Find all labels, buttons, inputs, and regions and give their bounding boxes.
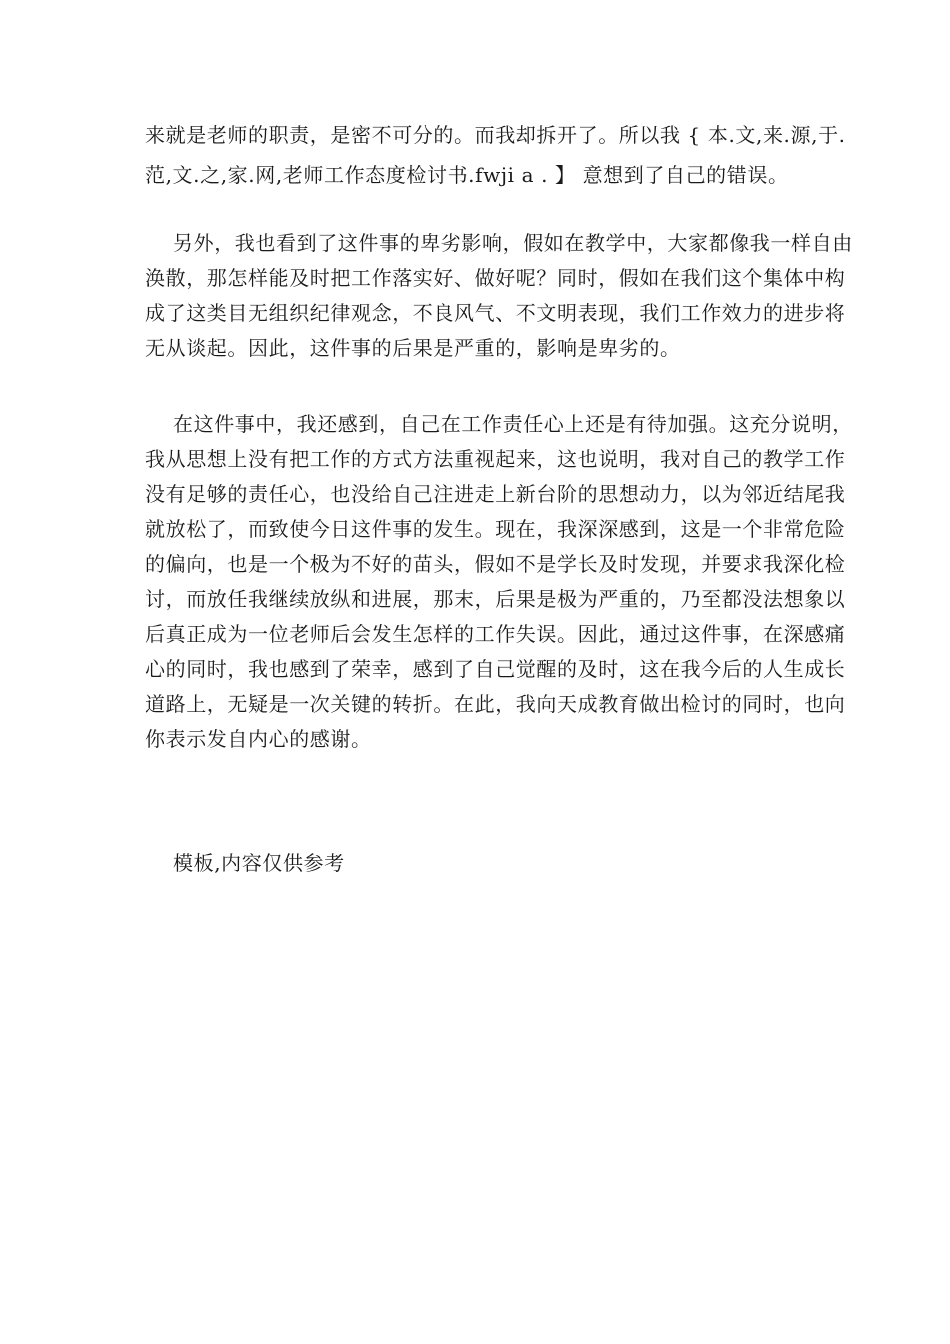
text-line: 心的同时，我也感到了荣幸，感到了自己觉醒的及时，这在我今后的人生成长	[145, 657, 846, 681]
text-line: 无从谈起。因此，这件事的后果是严重的，影响是卑劣的。	[145, 336, 681, 360]
text-line: 的偏向，也是一个极为不好的苗头，假如不是学长及时发现，并要求我深化检	[145, 552, 846, 576]
text-line: 另外，我也看到了这件事的卑劣影响，假如在教学中，大家都像我一样自由	[173, 231, 853, 255]
text-line: 就放松了，而致使今日这件事的发生。现在，我深深感到，这是一个非常危险	[145, 517, 846, 541]
text-line: 我从思想上没有把工作的方式方法重视起来，这也说明，我对自己的教学工作	[145, 447, 846, 471]
text-line: 在这件事中，我还感到，自己在工作责任心上还是有待加强。这充分说明，	[173, 412, 853, 436]
text-line: 涣散，那怎样能及时把工作落实好、做好呢？同时，假如在我们这个集体中构	[145, 266, 846, 290]
text-line: 来就是老师的职责，是密不可分的。而我却拆开了。所以我 { 本.文,来.源,于.	[145, 123, 846, 147]
text-line: 后真正成为一位老师后会发生怎样的工作失误。因此，通过这件事，在深感痛	[145, 622, 846, 646]
text-line: 道路上，无疑是一次关键的转折。在此，我向天成教育做出检讨的同时，也向	[145, 692, 846, 716]
text-line: 你表示发自内心的感谢。	[145, 727, 372, 751]
text-line: 成了这类目无组织纪律观念，不良风气、不文明表现，我们工作效力的进步将	[145, 301, 846, 325]
text-line: 讨，而放任我继续放纵和进展，那末，后果是极为严重的，乃至都没法想象以	[145, 587, 846, 611]
text-line: 没有足够的责任心，也没给自己注进走上新台阶的思想动力，以为邻近结尾我	[145, 482, 846, 506]
text-line: 范,文.之,家.网,老师工作态度检讨书.fwji a . 】 意想到了自己的错误。	[145, 163, 789, 187]
footer-note: 模板,内容仅供参考	[173, 851, 345, 875]
